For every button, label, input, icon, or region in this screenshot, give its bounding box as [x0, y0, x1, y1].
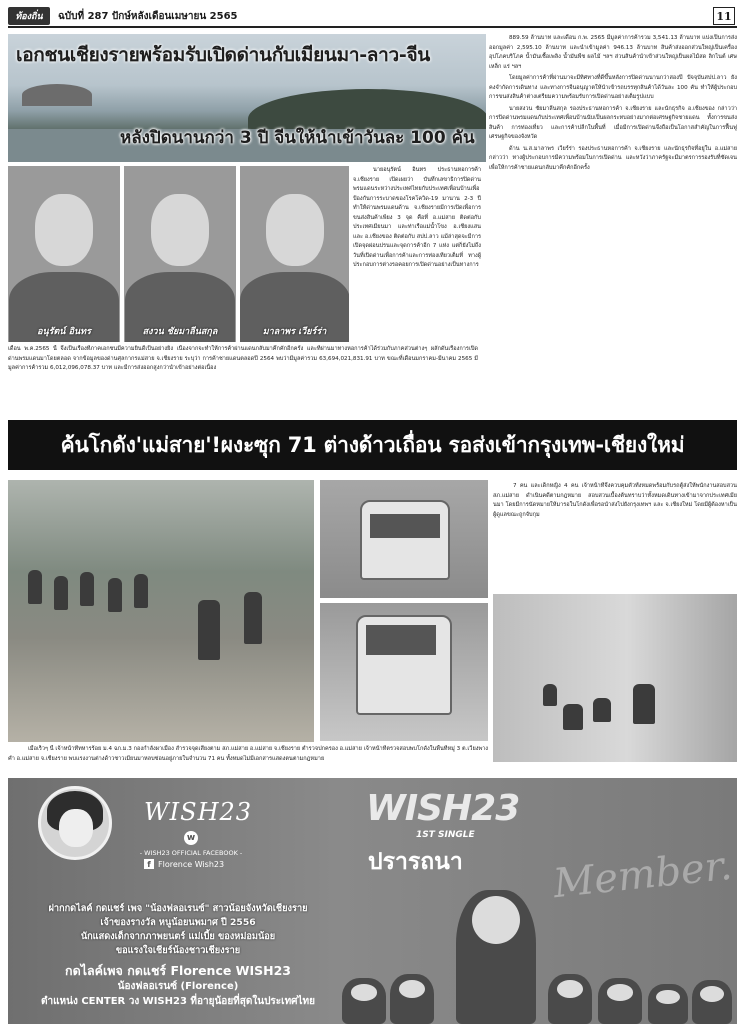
ad-line: เจ้าของรางวัล หนูน้อยนพมาศ ปี 2556: [100, 917, 256, 928]
soldiers-photo: [8, 480, 314, 742]
wish23-mark-icon: w: [184, 831, 198, 845]
portrait-sanguan: [124, 166, 236, 342]
portrait-malaporn: [240, 166, 349, 342]
idol-head: [472, 896, 520, 944]
article2-foot-text: เมื่อเร็วๆ นี้ เจ้าหน้าที่ทหารร้อย ม.4 ฉก.ม.3 กองกำลังผาเมือง สำรวจจุดเสี่ยงตาม สภ.แม่สาย อ.แม่สาย จ.เชียงราย ตำรวจปกครอง อ.แม่สาย เจ้าหน้าที่ตรวจสอบพบโกดังในพื้นที่หมู่ 3 ต.เวียงพางคำ อ.แม่สาย จ.เชียงราย พบแรงงานต่างด้าวชาวเมียนมาหลบซ่อนอยู่ภายในจำนวน 71 คน ทั้งหมดไม่มีเอกสารแสดงตนตามกฎหมาย: [8, 746, 488, 762]
ad-line: นักแสดงเด็กจากภาพยนตร์ แม่เบี้ย ของหม่อมน้อย: [80, 931, 276, 942]
idol-figure: [342, 978, 386, 1024]
idol-figure: [692, 980, 732, 1024]
portrait-face: [151, 194, 209, 266]
idol-figure: [648, 984, 688, 1024]
idol-figure: [390, 974, 434, 1024]
wish23-advertisement: [8, 778, 737, 1024]
facebook-page[interactable]: [144, 859, 224, 869]
article1-hero-photo: [8, 34, 486, 162]
article1-paragraph: 889.59 ล้านบาท และเดือน ก.พ. 2565 มีมูลค่าการค้ารวม 3,541.13 ล้านบาท แบ่งเป็นการส่งออกมูลค่า 2,595.10 ล้านบาท และนำเข้ามูลค่า 946.13 ล้านบาท สินค้าส่งออกส่วนใหญ่เป็นเครื่องอุปโภคบริโภค น้ำมันเชื้อเพลิง น้ำมันพืช ผลไม้ ฯลฯ ส่วนสินค้านำเข้าส่วนใหญ่เป็นผลไม้สด ลิกไนต์ เศษเหล็ก แร่ ฯลฯ: [489, 35, 737, 70]
van-rear-photo: [320, 603, 488, 741]
idol-head: [656, 990, 680, 1004]
article2-mid-text: 7 คน และเด็กหญิง 4 คน เจ้าหน้าที่จึงควบคุมตัวทั้งหมดพร้อมกับรถตู้ส่งให้พนักงานสอบสวน สภ.แม่สาย ดำเนินคดีตามกฎหมาย สอบสวนเบื้องต้นทราบว่าทั้งหมดเดินทางเข้ามาจากประเทศเมียนมา โดยมีการนัดหมายให้มารอในโกดังเพื่อรอนำส่งไปยังกรุงเทพฯ และ จ.เชียงใหม่ โดยมีผู้ต้องหาเป็นผู้ดูแลขณะถูกจับกุม: [493, 483, 737, 518]
facebook-line: - WISH23 OFFICIAL FACEBOOK -: [139, 849, 243, 857]
wish23-script-logo: WISH23: [144, 798, 253, 826]
article2-headline: ค้นโกดัง'แม่สาย'!ผงะซุก 71 ต่างด้าวเถื่อน รอส่งเข้ากรุงเทพ-เชียงใหม่: [8, 420, 737, 470]
ad-position: ตำแหน่ง CENTER วง WISH23 ที่อายุน้อยที่สุดในประเทศไทย: [40, 996, 316, 1007]
article1-body-text: เดือน พ.ค.2565 นี้ จึงเป็นเรื่องที่ภาคเอกชนมีความยินดีเป็นอย่างยิ่ง เนื่องจากจะทำให้การค้าผ่านแดนกลับมาคึกคักอีกครั้ง และที่ผ่านมาทางหอการค้าได้ร่วมกับภาคส่วนต่างๆ ผลักดันเรื่องการเปิดด่านพรมแดนมาโดยตลอด จากข้อมูลของด่านศุลกากรแม่สาย จ.เชียงราย ระบุว่า การค้าชายแดนตลอดปี 2564 พบว่ามีมูลค่ารวม 63,694,021,831.91 บาท ขณะที่เดือนมกราคม-มีนาคม 2565 มีมูลค่าการค้ารวม 6,012,096,078.37 บาท และมีการส่งออกสูงกว่านำเข้าอย่างต่อเนื่อง: [8, 346, 478, 371]
person-figure: [80, 572, 94, 606]
warehouse-photo: [493, 594, 737, 762]
soldier-figure: [198, 600, 220, 660]
van-window: [370, 514, 440, 538]
idol-head: [399, 980, 425, 998]
ad-nickname: น้องฟลอเรนซ์ (Florence): [117, 981, 239, 992]
portrait-face: [266, 194, 324, 266]
portrait-face: [59, 809, 93, 847]
page-number: 11: [713, 7, 735, 25]
ad-line: ขอแรงใจเชียร์น้องชาวเชียงราย: [115, 945, 241, 956]
caption-anurat: อนุรัตน์ อินทร: [37, 327, 91, 337]
van-window: [366, 625, 436, 655]
idol-figure-center: [456, 890, 536, 1024]
article1-paragraph: ด้าน น.ส.มาลาพร เวียร์ร่า รองประธานหอการค้า จ.เชียงราย และนักธุรกิจที่อยู่ใน อ.แม่สาย กล่าวว่า ทางผู้ประกอบการมีความพร้อมในการเปิดด่าน และหวังว่าภาครัฐจะมีมาตรการรองรับที่ชัดเจนเพื่อให้การค้าชายแดนกลับมาคึกคักอีกครั้ง: [489, 145, 737, 171]
portrait-anurat: [8, 166, 120, 342]
newspaper-logo: ท้องถิ่น: [8, 7, 50, 25]
person-figure: [633, 684, 655, 724]
article1-right-column: [489, 34, 737, 412]
person-figure: [28, 570, 42, 604]
person-figure: [593, 698, 611, 722]
person-figure: [54, 576, 68, 610]
van-shape: [360, 500, 450, 580]
ad-line: ฝากกดไลค์ กดแชร์ เพจ "น้องฟลอเรนซ์" สาวน้อยจังหวัดเชียงราย: [48, 903, 308, 914]
facebook-icon: f: [144, 859, 154, 869]
article1-side-text: นายอนุรัตน์ อินทร ประธานหอการค้า จ.เชียงราย เปิดเผยว่า บันทึกเลขาธิการปิดด่านพรมแดนระหว่างประเทศไทยกับประเทศเพื่อนบ้านเพื่อป้องกันการระบาดของโรคโควิด-19 มานาน 2-3 ปี ทำให้ด่านพรมแดนด้าน จ.เชียงรายมีการเปิดเพื่อการขนส่งสินค้าเพียง 3 จุด คือที่ อ.แม่สาย ติดต่อกับประเทศเมียนมา และท่าเรือแม่น้ำโขง อ.เชียงแสน และ อ.เชียงของ ติดต่อกับ สปป.ลาว แม้ล่าสุดจะมีการเปิดจุดผ่อนปรนและจุดการค้าอีก 7 แห่ง แต่ก็ยังไม่ถึงวันที่เปิดด่านเพื่อการค้าและการท่องเทียวเต็มที่ ทางผู้ประกอบการต่างรอคอยการเปิดด่านอย่างเป็นทางการ: [353, 167, 481, 268]
idol-head: [351, 984, 377, 1001]
caption-sanguan: สงวน ชัยมาลีนสกุล: [142, 327, 218, 337]
page-header: [8, 6, 737, 28]
article1-headline: เอกชนเชียงรายพร้อมรับเปิดด่านกับเมียนมา-ลาว-จีน: [16, 44, 430, 66]
van-shape: [356, 615, 452, 715]
idol-head: [700, 986, 724, 1002]
single-label: 1ST SINGLE: [416, 830, 475, 840]
van-front-photo: [320, 480, 488, 598]
facebook-page-name: Florence Wish23: [158, 859, 225, 869]
person-figure: [543, 684, 557, 706]
idol-head: [557, 980, 583, 998]
wish23-big-logo: WISH23: [366, 788, 520, 829]
person-figure: [108, 578, 122, 612]
idol-figure: [548, 974, 592, 1024]
person-figure: [134, 574, 148, 608]
article1-paragraph: โดยมูลค่าการค้าที่ผ่านมาจะมีทิศทางที่ดีขึ้นหลังการปิดด่านนานกว่าสองปี ปัจจุบันสปป.ลาว ยังคงจำกัดการเดินทาง และทางการจีนอนุญาตให้นำเข้ารถบรรทุกสินค้าได้วันละ 100 คัน ทำให้ผู้ประกอบการขนส่งสินค้าต่างเตรียมความพร้อมรับการเปิดด่านอย่างเต็มรูปแบบ: [489, 75, 737, 100]
issue-info: ฉบับที่ 287 ปักษ์หลังเดือนเมษายน 2565: [58, 10, 238, 22]
caption-malaporn: มาลาพร เวียร์ร่า: [262, 327, 327, 337]
hero-umbrella: [22, 84, 92, 106]
article1-paragraph: นายสงวน ชัยมาลีนสกุล รองประธานหอการค้า จ.เชียงราย และนักธุรกิจ อ.เชียงของ กล่าวว่า การปิดด่านพรมแดนกับประเทศเพื่อนบ้านนับเป็นผลกระทบอย่างมากต่อเศรษฐกิจชายแดน ทั้งการขนส่งสินค้า การท่องเที่ยว และการค้าปลีกในพื้นที่ เมื่อมีการเปิดด่านจึงถือเป็นโอกาสสำคัญในการฟื้นฟูเศรษฐกิจของจังหวัด: [489, 105, 737, 140]
florence-portrait: [38, 786, 112, 860]
idol-figure: [598, 978, 642, 1024]
idol-head: [607, 984, 633, 1001]
ad-cta: กดไลค์เพจ กดแชร์ Florence WISH23: [65, 963, 291, 978]
member-script: Member.: [551, 842, 735, 908]
article1-subheadline: หลังปิดนานกว่า 3 ปี จีนให้นำเข้าวันละ 100 คัน: [120, 128, 475, 148]
ad-copy: [28, 902, 328, 1009]
officer-figure: [244, 592, 262, 644]
song-title: ปรารถนา: [368, 849, 463, 875]
portrait-face: [35, 194, 93, 266]
person-figure: [563, 704, 583, 730]
